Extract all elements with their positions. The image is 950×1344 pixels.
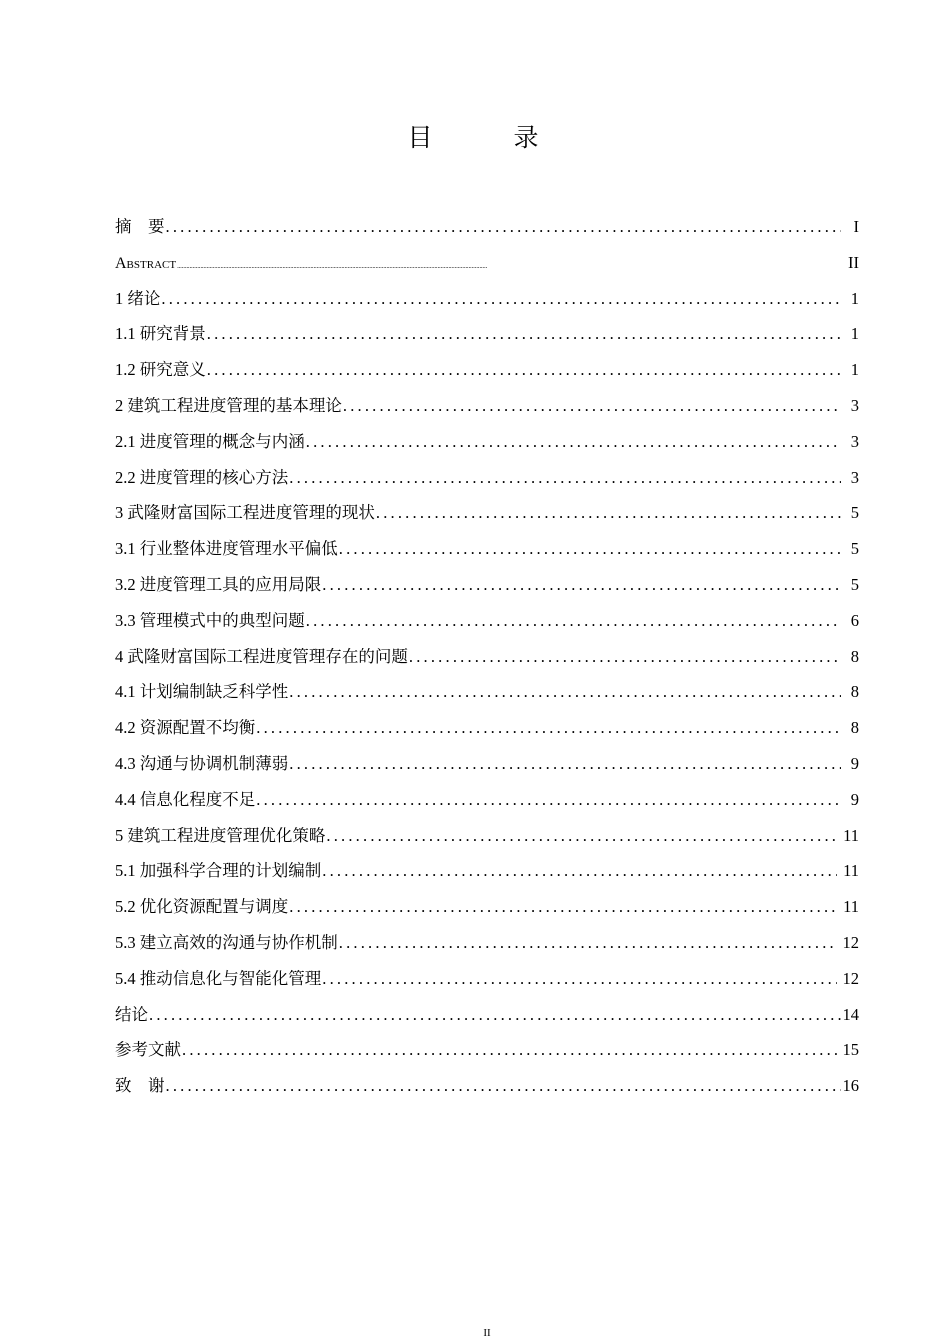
toc-entry-label: 4.3 沟通与协调机制薄弱 bbox=[115, 746, 288, 782]
toc-entry-label: 3.3 管理模式中的典型问题 bbox=[115, 603, 305, 639]
toc-entry-section-3-2[interactable] bbox=[115, 567, 859, 603]
toc-entry-abstract-cn[interactable] bbox=[115, 209, 859, 245]
toc-entry-section-5-3[interactable] bbox=[115, 925, 859, 961]
toc-leader-dots bbox=[288, 674, 841, 710]
toc-entry-page: 3 bbox=[850, 431, 859, 451]
toc-leader-dots bbox=[321, 853, 837, 889]
toc-entry-chapter-5[interactable] bbox=[115, 818, 859, 854]
toc-entry-label: 5.4 推动信息化与智能化管理 bbox=[115, 961, 321, 997]
toc-entry-section-4-4[interactable] bbox=[115, 782, 859, 818]
toc-leader-dots bbox=[206, 352, 841, 388]
toc-leader-dots bbox=[288, 889, 837, 925]
toc-entry-page: 5 bbox=[850, 574, 859, 594]
toc-entry-page: 3 bbox=[850, 395, 859, 415]
toc-entry-section-5-4[interactable] bbox=[115, 961, 859, 997]
toc-entry-page: 1 bbox=[850, 324, 859, 344]
toc-entry-page: 3 bbox=[850, 467, 859, 487]
toc-entry-abstract-en[interactable] bbox=[115, 245, 859, 281]
toc-entry-section-1-2[interactable] bbox=[115, 352, 859, 388]
toc-entry-section-5-2[interactable] bbox=[115, 889, 859, 925]
toc-entry-chapter-4[interactable] bbox=[115, 639, 859, 675]
toc-leader-dots bbox=[165, 209, 842, 245]
toc-entry-label: Abstract bbox=[115, 246, 176, 282]
toc-entry-label: 3.2 进度管理工具的应用局限 bbox=[115, 567, 321, 603]
toc-entry-section-4-1[interactable] bbox=[115, 674, 859, 710]
toc-entry-label: 参考文献 bbox=[115, 1032, 181, 1068]
toc-leader-dots bbox=[408, 639, 841, 675]
toc-entry-page: 5 bbox=[850, 503, 859, 523]
toc-leader-dots bbox=[325, 818, 837, 854]
toc-entry-label: 1.2 研究意义 bbox=[115, 352, 206, 388]
toc-entry-label: 摘 要 bbox=[115, 209, 165, 245]
table-of-contents bbox=[115, 209, 859, 1104]
toc-entry-page: I bbox=[853, 217, 859, 236]
toc-leader-dots bbox=[176, 249, 841, 285]
toc-entry-label: 3.1 行业整体进度管理水平偏低 bbox=[115, 531, 338, 567]
toc-entry-label: 2 建筑工程进度管理的基本理论 bbox=[115, 388, 342, 424]
toc-entry-page: 8 bbox=[850, 682, 859, 702]
toc-entry-label: 4.4 信息化程度不足 bbox=[115, 782, 255, 818]
toc-entry-section-1-1[interactable] bbox=[115, 316, 859, 352]
toc-leader-dots bbox=[305, 424, 841, 460]
toc-leader-dots bbox=[255, 782, 841, 818]
toc-leader-dots bbox=[375, 495, 841, 531]
toc-entry-label: 1 绪论 bbox=[115, 281, 160, 317]
toc-entry-label: 结论 bbox=[115, 997, 148, 1033]
toc-entry-chapter-2[interactable] bbox=[115, 388, 859, 424]
toc-entry-acknowledgements[interactable] bbox=[115, 1068, 859, 1104]
toc-entry-label: 1.1 研究背景 bbox=[115, 316, 206, 352]
toc-entry-page: 8 bbox=[850, 646, 859, 666]
toc-entry-page: 11 bbox=[843, 825, 859, 845]
toc-entry-label: 致 谢 bbox=[115, 1068, 165, 1104]
toc-entry-page: 14 bbox=[842, 1004, 859, 1024]
toc-leader-dots bbox=[321, 567, 841, 603]
toc-entry-label: 2.2 进度管理的核心方法 bbox=[115, 460, 288, 496]
toc-entry-label: 5.1 加强科学合理的计划编制 bbox=[115, 853, 321, 889]
toc-entry-section-3-3[interactable] bbox=[115, 603, 859, 639]
toc-entry-page: 6 bbox=[850, 610, 859, 630]
toc-leader-dots bbox=[342, 388, 841, 424]
toc-entry-label: 5.3 建立高效的沟通与协作机制 bbox=[115, 925, 338, 961]
toc-entry-page: 8 bbox=[850, 718, 859, 738]
toc-leader-dots bbox=[206, 316, 841, 352]
toc-leader-dots bbox=[148, 997, 841, 1033]
page-title: 目 录 bbox=[407, 123, 567, 152]
toc-entry-label: 5 建筑工程进度管理优化策略 bbox=[115, 818, 325, 854]
toc-entry-label: 5.2 优化资源配置与调度 bbox=[115, 889, 288, 925]
toc-entry-page: 1 bbox=[850, 288, 859, 308]
toc-entry-page: 1 bbox=[850, 360, 859, 380]
toc-entry-page: 5 bbox=[850, 539, 859, 559]
toc-entry-label: 4 武隆财富国际工程进度管理存在的问题 bbox=[115, 639, 408, 675]
toc-entry-section-2-2[interactable] bbox=[115, 460, 859, 496]
toc-entry-section-5-1[interactable] bbox=[115, 853, 859, 889]
toc-entry-page: 15 bbox=[842, 1040, 859, 1060]
toc-leader-dots bbox=[338, 925, 837, 961]
footer-page-number: II bbox=[483, 1327, 491, 1339]
toc-entry-page: 11 bbox=[843, 861, 859, 881]
toc-leader-dots bbox=[338, 531, 841, 567]
toc-entry-page: 11 bbox=[843, 897, 859, 917]
toc-entry-label: 2.1 进度管理的概念与内涵 bbox=[115, 424, 305, 460]
toc-leader-dots bbox=[288, 746, 841, 782]
toc-entry-page: II bbox=[848, 252, 859, 272]
toc-entry-label: 4.1 计划编制缺乏科学性 bbox=[115, 674, 288, 710]
toc-leader-dots bbox=[165, 1068, 842, 1104]
toc-entry-section-3-1[interactable] bbox=[115, 531, 859, 567]
toc-entry-references[interactable] bbox=[115, 1032, 859, 1068]
toc-entry-conclusion[interactable] bbox=[115, 997, 859, 1033]
toc-entry-section-2-1[interactable] bbox=[115, 424, 859, 460]
toc-entry-page: 16 bbox=[842, 1076, 859, 1096]
toc-leader-dots bbox=[288, 460, 841, 496]
toc-leader-dots bbox=[255, 710, 841, 746]
toc-entry-label: 4.2 资源配置不均衡 bbox=[115, 710, 255, 746]
toc-entry-page: 9 bbox=[850, 789, 859, 809]
toc-entry-page: 9 bbox=[850, 753, 859, 773]
toc-entry-page: 12 bbox=[842, 932, 859, 952]
toc-entry-page: 12 bbox=[842, 968, 859, 988]
toc-entry-section-4-2[interactable] bbox=[115, 710, 859, 746]
toc-leader-dots bbox=[305, 603, 841, 639]
toc-entry-chapter-1[interactable] bbox=[115, 281, 859, 317]
toc-entry-section-4-3[interactable] bbox=[115, 746, 859, 782]
toc-leader-dots bbox=[181, 1032, 841, 1068]
toc-leader-dots bbox=[160, 281, 841, 317]
toc-entry-chapter-3[interactable] bbox=[115, 495, 859, 531]
toc-leader-dots bbox=[321, 961, 837, 997]
toc-entry-label: 3 武隆财富国际工程进度管理的现状 bbox=[115, 495, 375, 531]
